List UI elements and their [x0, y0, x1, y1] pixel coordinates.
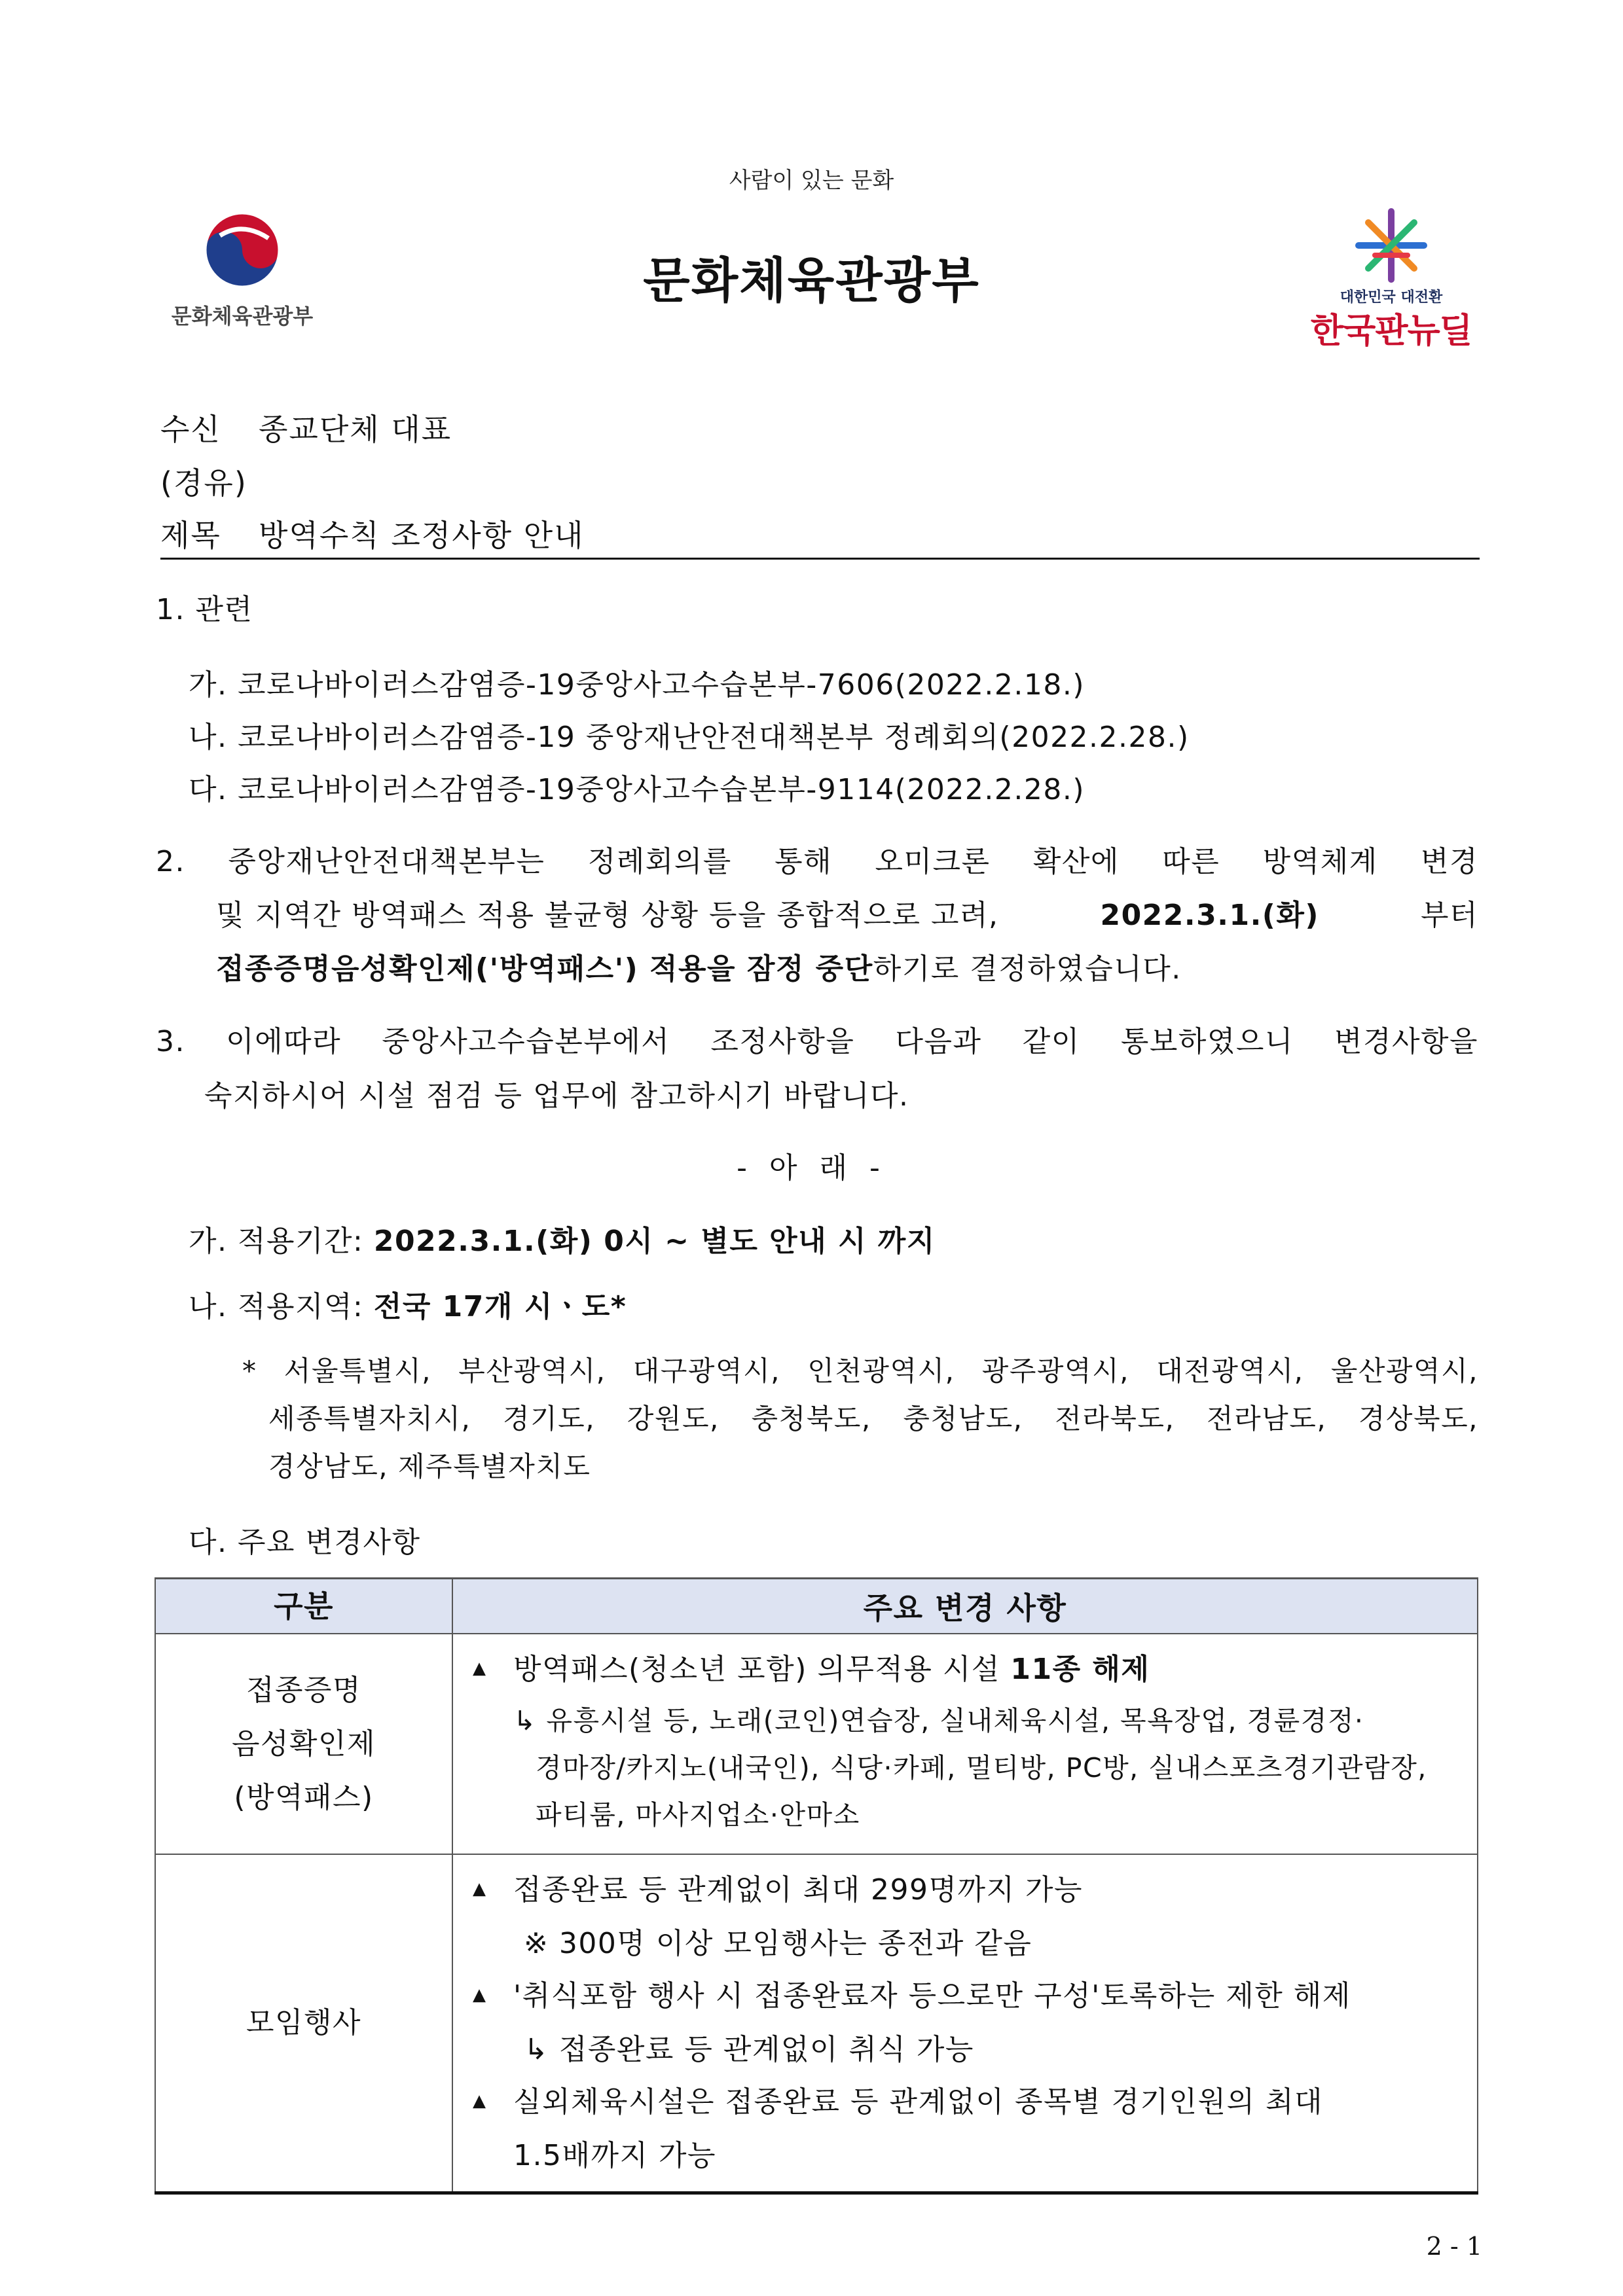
table-category-cell: 모임행사: [155, 1854, 452, 2193]
change-subitem: ↳ 접종완료 등 관계없이 취식 가능: [524, 2033, 974, 2066]
korean-new-deal-logo: [1303, 206, 1480, 350]
recipient-label: 수신: [160, 412, 221, 447]
change-item: [473, 1643, 1477, 1697]
new-deal-subtitle: 대한민국 대전환: [1340, 289, 1443, 306]
region-note: * 서울특별시, 부산광역시, 대구광역시, 인천광역시, 광주광역시, 대전광역시, 울산광역시,: [242, 1355, 1478, 1387]
header-divider: [160, 558, 1480, 560]
table-header-category: 구분: [155, 1579, 452, 1634]
category-line: 접종증명: [246, 1673, 361, 1707]
period-label: 가. 적용기간:: [189, 1225, 364, 1258]
recipient-value: 종교단체 대표: [259, 412, 452, 447]
region-line: [189, 1283, 627, 1325]
section-2-text: 및 지역간 방역패스 적용 불균형 상황 등을 종합적으로 고려,: [216, 899, 999, 932]
table-category-cell: [155, 1634, 452, 1854]
change-text: 접종완료 등 관계없이 최대 299명까지 가능: [513, 1873, 1083, 1907]
table-row: [155, 1634, 1478, 1854]
region-note: 경상남도, 제주특별자치도: [268, 1450, 591, 1482]
category-line: 음성확인제: [231, 1727, 376, 1761]
table-changes-cell: [452, 1854, 1478, 2193]
change-text: 방역패스(청소년 포함) 의무적용 시설: [513, 1653, 1000, 1686]
changes-table: [155, 1577, 1478, 2195]
suspension-notice: 접종증명음성확인제('방역패스') 적용을 잠정 중단: [216, 952, 873, 986]
subject-label: 제목: [160, 518, 221, 553]
change-subitem: 파티룸, 마사지업소·안마소: [536, 1799, 860, 1831]
section-1-item: 가. 코로나바이러스감염증-19중앙사고수습본부-7606(2022.2.18.): [189, 668, 1085, 702]
section-2-line: 2. 중앙재난안전대책본부는 정례회의를 통해 오미크론 확산에 따른 방역체계 변경: [156, 845, 1478, 878]
section-3-line: 3. 이에따라 중앙사고수습본부에서 조정사항을 다음과 같이 통보하였으니 변경사항을: [156, 1025, 1478, 1058]
change-subitem: 경마장/카지노(내국인), 식당·카페, 멀티방, PC방, 실내스포츠경기관람장,: [536, 1752, 1427, 1784]
org-title: 문화체육관광부: [643, 253, 980, 309]
change-item: [473, 1970, 1477, 2024]
triangle-bullet-icon: ▲: [473, 1879, 487, 1899]
new-deal-title: 한국판뉴딜: [1310, 312, 1472, 351]
recipient-line: [160, 406, 452, 449]
table-row: [155, 1854, 1478, 2193]
changes-title: 다. 주요 변경사항: [189, 1526, 421, 1559]
change-text-continued: 1.5배까지 가능: [513, 2139, 716, 2172]
table-header-row: [155, 1579, 1478, 1634]
change-item: [473, 2076, 1477, 2130]
effective-date: 2022.3.1.(화): [1100, 899, 1320, 932]
section-2-text: 부터: [1420, 899, 1478, 932]
change-subitem: ↳ 유흥시설 등, 노래(코인)연습장, 실내체육시설, 목욕장업, 경륜경정·: [513, 1705, 1364, 1736]
slogan: 사람이 있는 문화: [729, 168, 894, 194]
change-highlight: 11종 해제: [1010, 1653, 1150, 1686]
section-2-line: [216, 945, 1182, 987]
table-header-changes: 주요 변경 사항: [452, 1579, 1478, 1634]
section-1-item: 다. 코로나바이러스감염증-19중앙사고수습본부-9114(2022.2.28.): [189, 773, 1085, 806]
page-number: 2 - 1: [1426, 2232, 1482, 2261]
period-line: [189, 1217, 936, 1259]
section-2-line: [216, 891, 1478, 933]
table-changes-cell: [452, 1634, 1478, 1854]
triangle-bullet-icon: ▲: [473, 1985, 487, 2005]
below-marker: - 아 래 -: [737, 1151, 886, 1185]
via-line: (경유): [160, 465, 247, 501]
region-label: 나. 적용지역:: [189, 1290, 364, 1323]
change-text: 실외체육시설은 접종완료 등 관계없이 종목별 경기인원의 최대: [513, 2085, 1324, 2119]
triangle-bullet-icon: ▲: [473, 2091, 487, 2111]
period-value: 2022.3.1.(화) 0시 ~ 별도 안내 시 까지: [373, 1225, 936, 1258]
region-note: 세종특별자치시, 경기도, 강원도, 충청북도, 충청남도, 전라북도, 전라남도, 경상북도,: [268, 1403, 1478, 1435]
subject-line: [160, 512, 585, 555]
triangle-bullet-icon: ▲: [473, 1659, 487, 1678]
section-1-item: 나. 코로나바이러스감염증-19 중앙재난안전대책본부 정례회의(2022.2.28.): [189, 721, 1190, 754]
change-item: [473, 1864, 1477, 1918]
region-value: 전국 17개 시ㆍ도*: [373, 1290, 627, 1323]
section-2-text: 하기로 결정하였습니다.: [873, 952, 1182, 986]
section-1-title: 1. 관련: [156, 593, 253, 626]
change-note: ※ 300명 이상 모임행사는 종전과 같음: [524, 1927, 1032, 1960]
subject-value: 방역수칙 조정사항 안내: [259, 518, 585, 553]
section-3-line: 숙지하시어 시설 점검 등 업무에 참고하시기 바랍니다.: [204, 1079, 909, 1113]
change-text: '취식포함 행사 시 접종완료자 등으로만 구성'토록하는 제한 해제: [513, 1979, 1351, 2013]
category-line: (방역패스): [234, 1780, 374, 1814]
new-deal-star-icon: [1303, 206, 1480, 285]
ministry-logo-text: 문화체육관광부: [171, 304, 314, 329]
